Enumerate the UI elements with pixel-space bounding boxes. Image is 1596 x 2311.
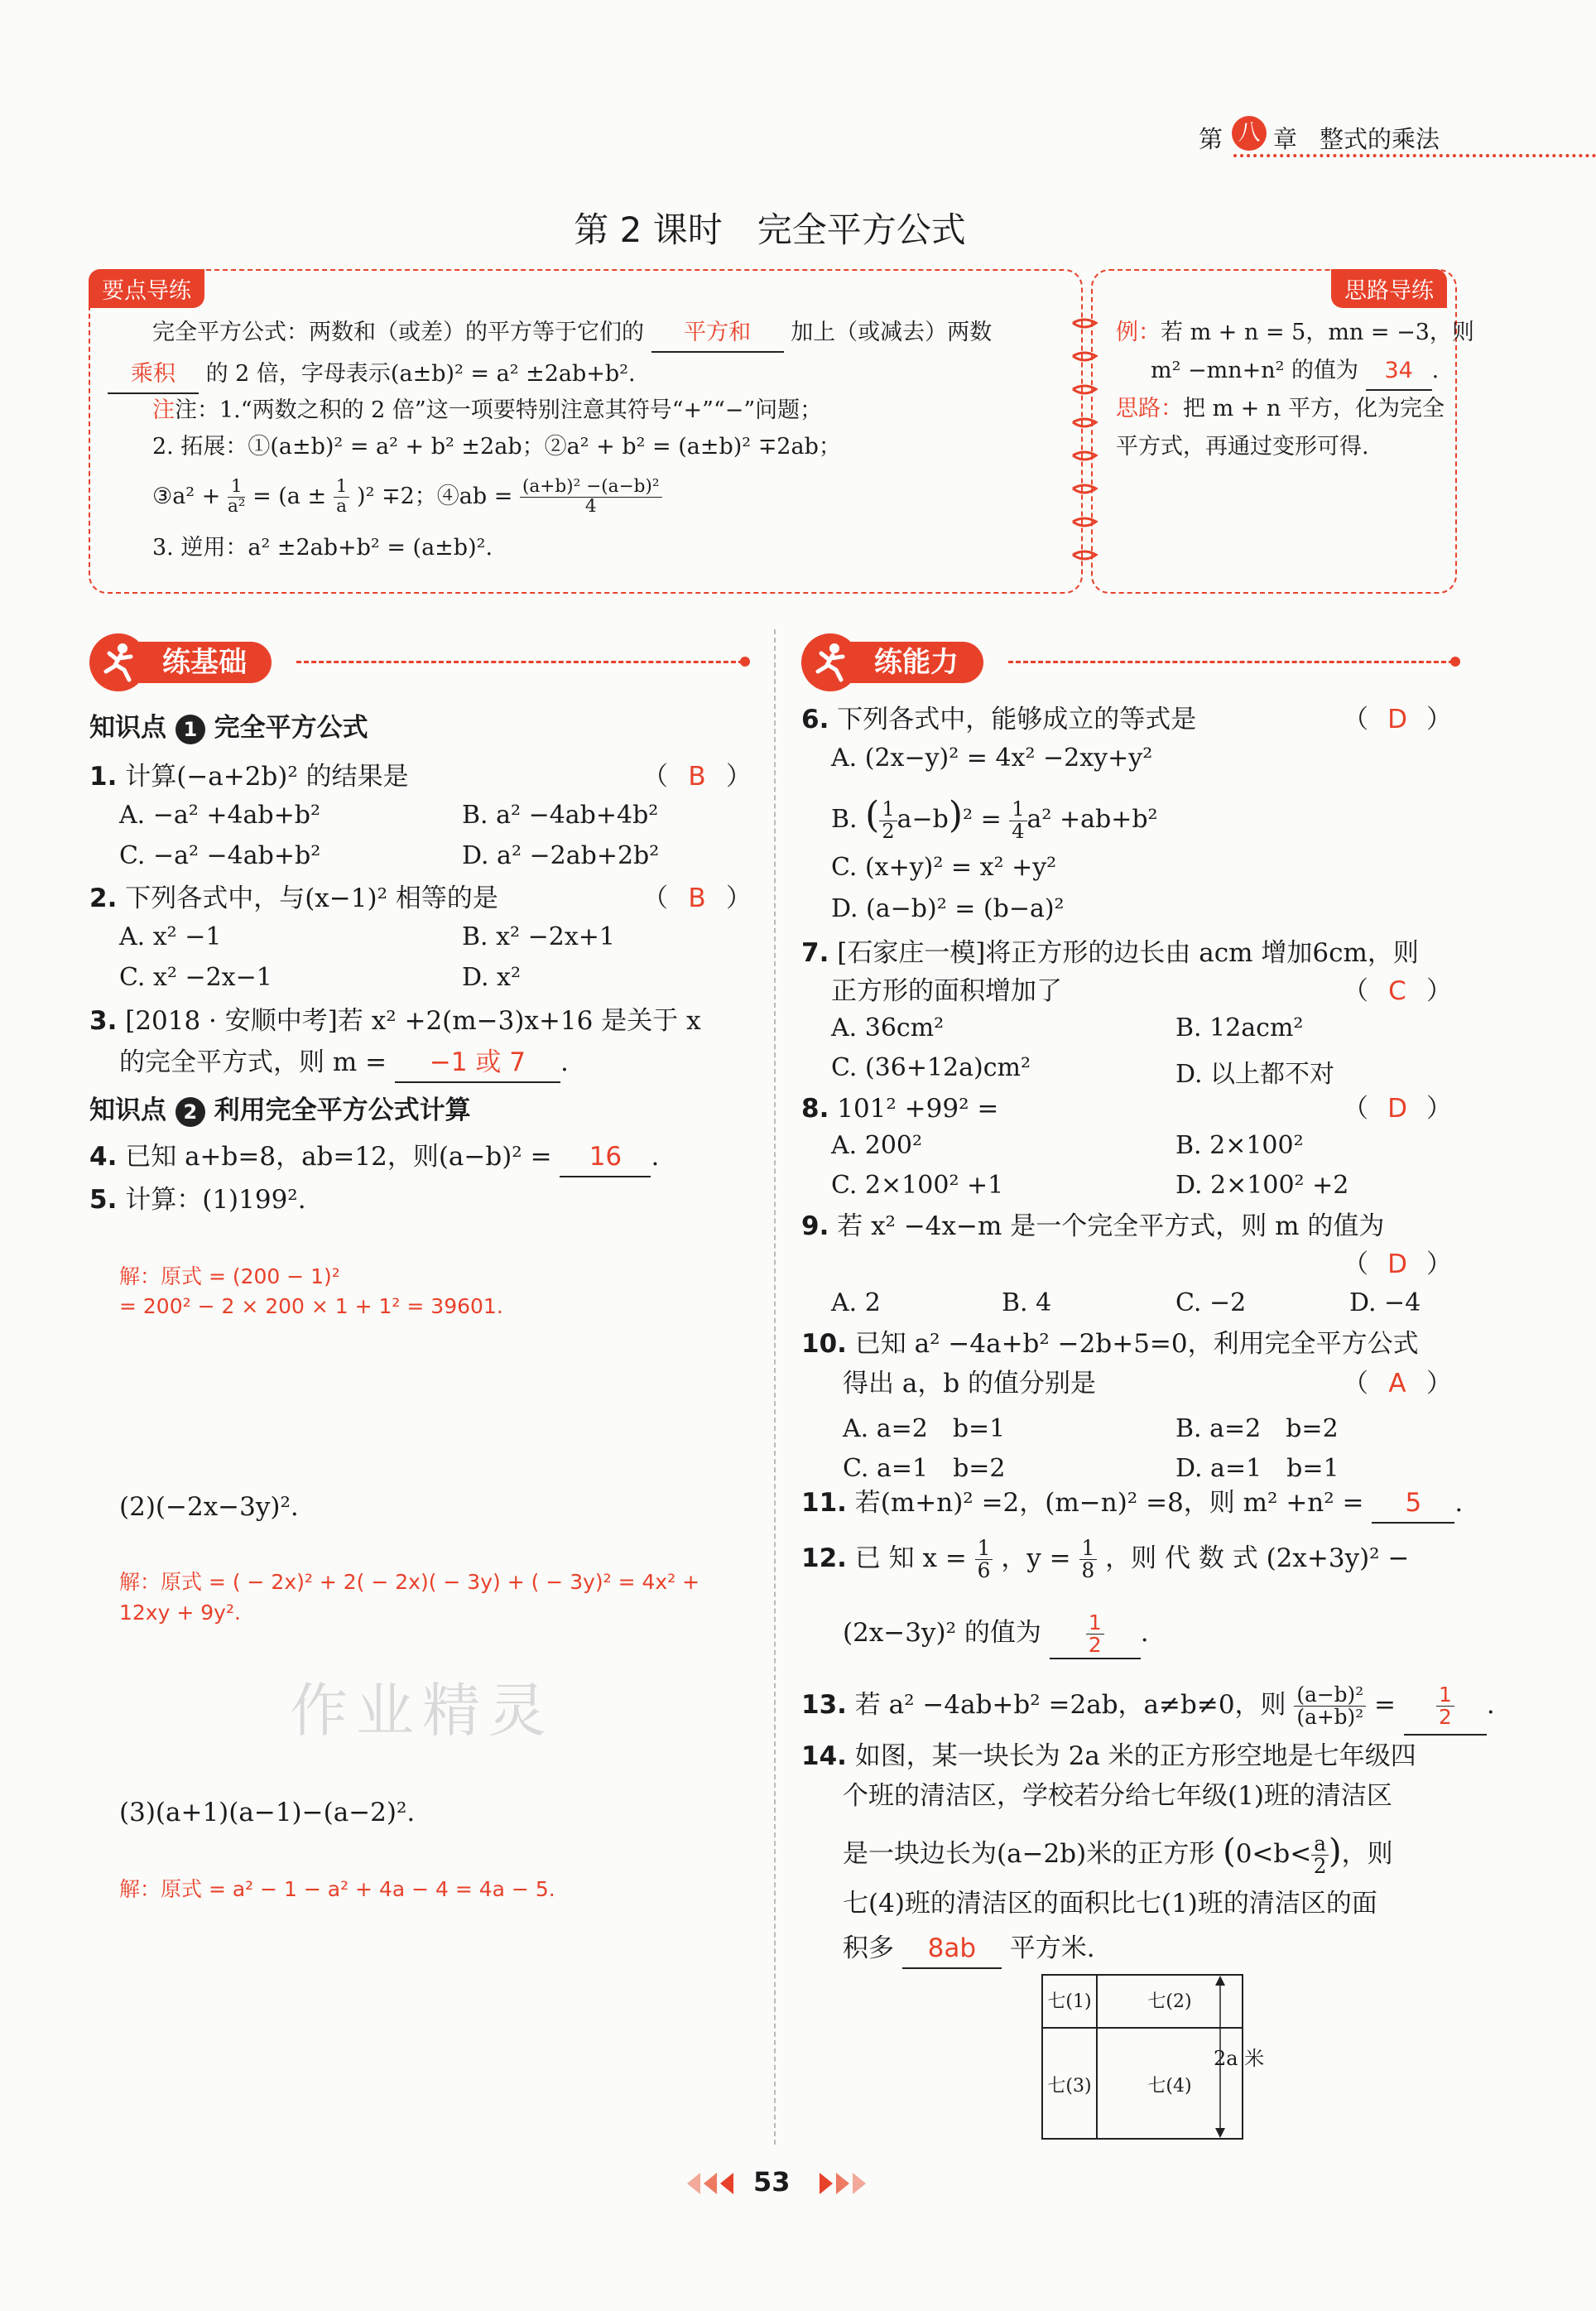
q2-answer: B (688, 883, 706, 913)
q9-option-c: C. −2 (1175, 1288, 1247, 1317)
kp-blank1: 平方和 (651, 315, 784, 353)
kp-reverse: 3. 逆用：a² ±2ab+b² = (a±b)². (152, 535, 493, 561)
example-text: 若 m + n = 5，mn = −3，则 (1161, 320, 1474, 345)
kp-note-label: 注 (152, 397, 175, 423)
q8-option-c: C. 2×100² +1 (831, 1171, 1004, 1200)
q5-solution-2b: 12xy + 9y². (119, 1601, 241, 1625)
q2-option-a: A. x² −1 (119, 922, 222, 951)
q10-option-d: D. a=1 b=1 (1175, 1454, 1339, 1483)
q14-answer: 8ab (902, 1929, 1002, 1969)
q6-option-c: C. (x+y)² = x² +y² (831, 853, 1057, 882)
q8-option-d: D. 2×100² +2 (1175, 1171, 1349, 1200)
q8-answer-paren: （ D ） (1343, 1090, 1452, 1128)
left-banner (89, 633, 752, 691)
q1-answer-paren: （ B ） (642, 758, 752, 796)
kp-frac-1: $\frac{1}{\text{a²}}$ (227, 476, 246, 517)
q2-option-b: B. x² −2x+1 (462, 922, 615, 951)
q12-answer: $\frac{1}{2}$ (1086, 1612, 1104, 1656)
q7-option-b: B. 12acm² (1175, 1013, 1304, 1042)
idea-label: 思路： (1116, 396, 1183, 421)
q8-option-b: B. 2×100² (1175, 1131, 1304, 1160)
q13-answer-blank (1404, 1676, 1487, 1736)
cell-class-3: 七(3) (1047, 2076, 1092, 2097)
kp-line2-text: 的 2 倍，字母表示(a±b)² = a² ±2ab+b². (205, 361, 636, 387)
q6-answer-paren: （ D ） (1343, 701, 1452, 739)
kp1-number-badge: 1 (175, 715, 205, 744)
example-label: 例： (1116, 320, 1161, 345)
q2-answer-paren: （ B ） (642, 879, 752, 917)
kp-line1-a: 完全平方公式：两数和（或差）的平方等于它们的 (152, 320, 644, 345)
q9-option-a: A. 2 (831, 1288, 881, 1317)
knowledge-point-2 (89, 1091, 471, 1129)
q5-solution-1a: 解：原式 = (200 − 1)² (119, 1264, 340, 1288)
q10-answer: A (1388, 1369, 1406, 1399)
q10-option-b: B. a=2 b=2 (1175, 1414, 1339, 1443)
q1-stem: 1. 计算(−a+2b)² 的结果是 (89, 762, 409, 792)
header-dotted-rule (1233, 154, 1596, 157)
q6-answer: D (1387, 705, 1407, 734)
q7-stem-2: 正方形的面积增加了 (831, 976, 1062, 1006)
chapter-title: 整式的乘法 (1320, 125, 1440, 153)
column-divider (774, 629, 776, 2145)
q14-stem: 14. 如图，某一块长为 2a 米的正方形空地是七年级四 (801, 1741, 1416, 1771)
q10-answer-paren: （ A ） (1343, 1365, 1452, 1403)
q4-answer: 16 (560, 1138, 651, 1177)
q4-stem: 4. 已知 a+b=8，ab=12，则(a−b)² = 16 . (89, 1138, 659, 1177)
next-arrows-icon (808, 2171, 874, 2196)
q10-option-c: C. a=1 b=2 (843, 1454, 1006, 1483)
q6-option-b: B. ( $\frac{1}{2}$ a−b)² = $\frac{1}{4}$ a² +ab+b² (831, 794, 1158, 843)
left-banner-label: 练基础 (139, 642, 272, 683)
kp-line3-b: = (a ± (252, 484, 327, 509)
q5-part-3: (3)(a+1)(a−1)−(a−2)². (119, 1798, 416, 1827)
q7-stem: 7. [石家庄一模]将正方形的边长由 acm 增加6cm，则 (801, 938, 1419, 968)
kp1-prefix: 知识点 (89, 713, 166, 743)
q13-frac: $\frac{\text{(a−b)²}}{\text{(a+b)²}}$ (1294, 1684, 1366, 1728)
q8-stem: 8. 101² +99² = (801, 1094, 999, 1124)
page-number: 53 (753, 2166, 791, 2198)
q3-stem: 3. [2018 · 安顺中考]若 x² +2(m−3)x+16 是关于 x (89, 1006, 701, 1036)
q13-answer: $\frac{1}{2}$ (1436, 1684, 1454, 1728)
q9-option-d: D. −4 (1349, 1288, 1421, 1317)
lesson-title: 第 2 课时 完全平方公式 (574, 209, 966, 250)
idea-text: 把 m + n 平方，化为完全 (1183, 396, 1445, 421)
q8-option-a: A. 200² (831, 1131, 923, 1160)
kp-line3-c: )² ∓2；④ab = (357, 484, 513, 509)
q12-stem-2: (2x−3y)² 的值为 $\frac{1}{2}$ . (843, 1608, 1149, 1659)
runner-icon (98, 642, 139, 683)
q12-frac-y: $\frac{1}{8}$ (1079, 1538, 1098, 1582)
left-banner-rule (296, 661, 743, 663)
q11-answer: 5 (1372, 1484, 1454, 1524)
thinking-example-2: m² −mn+n² 的值为 34 . (1151, 353, 1439, 391)
q1-answer: B (688, 762, 706, 792)
example-text-2: m² −mn+n² 的值为 (1151, 358, 1359, 383)
prev-arrows-icon (679, 2171, 745, 2196)
figure-side-label: 2a 米 (1214, 2047, 1265, 2070)
kp2-number-badge: 2 (175, 1097, 205, 1127)
cell-class-2: 七(2) (1147, 1991, 1192, 2012)
kp1-title: 完全平方公式 (214, 713, 368, 743)
q12-frac-x: $\frac{1}{6}$ (975, 1538, 993, 1582)
q2-option-c: C. x² −2x−1 (119, 963, 272, 992)
q10-option-a: A. a=2 b=1 (843, 1414, 1006, 1443)
right-banner-label: 练能力 (851, 642, 983, 683)
thinking-tag: 思路导练 (1331, 269, 1447, 308)
chapter-header (1199, 116, 1555, 154)
q9-answer: D (1387, 1249, 1407, 1279)
q1-option-a: A. −a² +4ab+b² (119, 801, 321, 830)
q7-answer: C (1388, 976, 1406, 1006)
q9-answer-paren: （ D ） (1343, 1245, 1452, 1283)
kp-blank2: 乘积 (108, 356, 199, 394)
q10-stem: 10. 已知 a² −4a+b² −2b+5=0，利用完全平方公式 (801, 1329, 1419, 1359)
thinking-example (1116, 315, 1474, 351)
q7-answer-paren: （ C ） (1343, 972, 1452, 1010)
q14-stem-5: 积多 8ab 平方米. (843, 1929, 1095, 1969)
q5-part-2: (2)(−2x−3y)². (119, 1492, 299, 1522)
q5-stem: 5. 计算：(1)199². (89, 1185, 306, 1215)
kp-line1-b: 加上（或减去）两数 (791, 320, 993, 345)
q14-stem-4: 七(4)班的清洁区的面积比七(1)班的清洁区的面 (843, 1889, 1377, 1919)
thinking-idea (1116, 391, 1445, 427)
chapter-post: 章 (1273, 125, 1298, 153)
example-answer: 34 (1366, 353, 1432, 391)
kp-frac-2: $\frac{1}{a}$ (334, 478, 350, 516)
q2-stem: 2. 下列各式中，与(x−1)² 相等的是 (89, 883, 498, 913)
q2-option-d: D. x² (462, 963, 522, 992)
kp2-title: 利用完全平方公式计算 (214, 1095, 471, 1125)
right-banner-dot (1450, 657, 1460, 667)
page-footer (679, 2164, 877, 2201)
cell-class-1: 七(1) (1047, 1991, 1092, 2012)
q5-solution-2a: 解：原式 = ( − 2x)² + 2( − 2x)( − 3y) + ( − 3y)² = 4x² + (119, 1570, 700, 1594)
q14-frac: $\frac{a}{2}$ (1311, 1833, 1329, 1877)
kp2-prefix: 知识点 (89, 1095, 166, 1125)
q1-option-c: C. −a² −4ab+b² (119, 841, 321, 870)
kp-frac-3: $\frac{\text{(a+b)² −(a−b)²}}{4}$ (520, 478, 662, 516)
q6-frac-quarter: $\frac{1}{4}$ (1009, 799, 1026, 841)
kp-expand: 2. 拓展：①(a±b)² = a² + b² ±2ab；②a² + b² = (a±b)² ∓2ab； (152, 434, 841, 460)
q10-stem-2: 得出 a，b 的值分别是 (843, 1369, 1097, 1399)
thinking-idea-2: 平方式，再通过变形可得. (1116, 434, 1369, 460)
chapter-number-badge: 八 (1232, 116, 1267, 151)
q6-stem: 6. 下列各式中，能够成立的等式是 (801, 705, 1197, 734)
chapter-pre: 第 (1199, 125, 1223, 153)
q3-answer: −1 或 7 (395, 1043, 560, 1083)
cell-class-4: 七(4) (1147, 2076, 1192, 2097)
kp-line3 (152, 474, 662, 520)
q12-stem: 12. 已 知 x = $\frac{1}{6}$ ，y = $\frac{1}{8}$ ，则 代 数 式 (2x+3y)² − (801, 1535, 1410, 1582)
key-points-tag: 要点导练 (89, 269, 204, 308)
runner-icon (810, 642, 851, 683)
q14-stem-2: 个班的清洁区，学校若分给七年级(1)班的清洁区 (843, 1781, 1392, 1811)
kp-line3-a: ③a² + (152, 484, 221, 509)
right-banner (801, 633, 1464, 691)
kp-line2 (108, 356, 636, 394)
q8-answer: D (1387, 1094, 1407, 1124)
q7-option-a: A. 36cm² (831, 1013, 945, 1042)
q1-option-d: D. a² −2ab+2b² (462, 841, 660, 870)
q7-option-c: C. (36+12a)cm² (831, 1053, 1031, 1082)
q13-stem: 13. 若 a² −4ab+b² =2ab，a≠b≠0，则 $\frac{\text{(a−b)²}}{\text{(a+b)²}}$ = $\frac{1}{2}$ . (801, 1676, 1495, 1736)
q6-frac-half: $\frac{1}{2}$ (879, 799, 897, 841)
q6-option-d: D. (a−b)² = (b−a)² (831, 894, 1065, 923)
knowledge-point-1 (89, 709, 368, 747)
q3-stem-2: 的完全平方式，则 m = −1 或 7 . (119, 1043, 569, 1083)
q12-answer-blank (1050, 1608, 1141, 1659)
watermark: 作业精灵 (290, 1677, 555, 1745)
q5-solution-3: 解：原式 = a² − 1 − a² + 4a − 4 = 4a − 5. (119, 1877, 555, 1901)
q5-solution-1b: = 200² − 2 × 200 × 1 + 1² = 39601. (119, 1294, 503, 1318)
q7-option-d: D. 以上都不对 (1175, 1060, 1335, 1089)
right-banner-rule (1008, 661, 1454, 663)
q11-stem: 11. 若(m+n)² =2，(m−n)² =8，则 m² +n² = 5 . (801, 1484, 1463, 1524)
q9-option-b: B. 4 (1002, 1288, 1052, 1317)
q1-option-b: B. a² −4ab+4b² (462, 801, 659, 830)
kp-note (152, 392, 822, 429)
q9-stem: 9. 若 x² −4x−m 是一个完全平方式，则 m 的值为 (801, 1211, 1385, 1241)
kp-line1 (152, 315, 992, 353)
q14-stem-3: 是一块边长为(a−2b)米的正方形 (0<b< $\frac{a}{2}$ )，则 (843, 1831, 1393, 1878)
left-banner-dot (740, 657, 750, 667)
q6-option-a: A. (2x−y)² = 4x² −2xy+y² (831, 744, 1153, 773)
kp-note-text: 注：1.“两数之积的 2 倍”这一项要特别注意其符号“+”“−”问题； (175, 397, 823, 423)
